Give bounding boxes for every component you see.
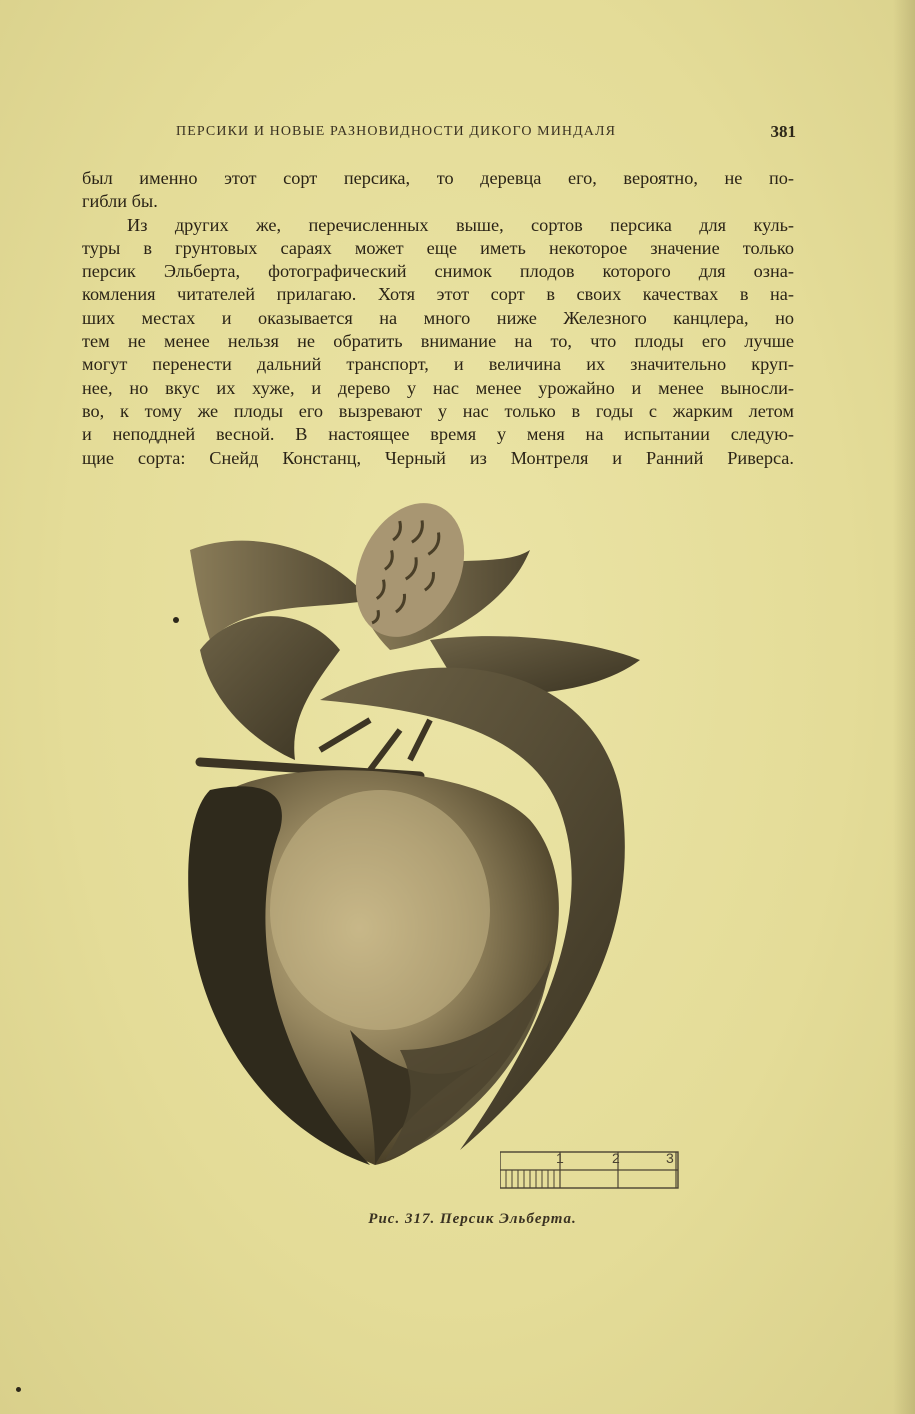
text-line: Из других же, перечисленных выше, сортов персика для куль- [127, 214, 794, 235]
print-speck [16, 1387, 21, 1392]
scale-label-2: 2 [612, 1150, 620, 1166]
text-line: могут перенести дальний транспорт, и величина их значительно круп- [82, 354, 794, 375]
figure-caption: Рис. 317. Персик Эльберта. [368, 1211, 577, 1227]
page-header [176, 124, 796, 146]
scale-label-1: 1 [556, 1150, 564, 1166]
peach-illustration [170, 490, 700, 1180]
leaf-left-curl [200, 616, 340, 760]
text-line: щие сорта: Снейд Констанц, Черный из Монтреля и Ранний Риверса. [82, 447, 794, 468]
peach-photograph [170, 490, 700, 1180]
text-line: комления читателей прилагаю. Хотя этот сорт в своих качествах в на- [82, 284, 794, 305]
body-text [82, 167, 794, 470]
page-number: 381 [770, 122, 796, 141]
scale-ruler-graphic [500, 1150, 680, 1192]
peach-highlight [270, 790, 490, 1030]
running-title: ПЕРСИКИ И НОВЫЕ РАЗНОВИДНОСТИ ДИКОГО МИНДАЛЯ [176, 124, 617, 139]
text-line: ших местах и оказывается на много ниже Железного канцлера, но [82, 307, 794, 328]
text-line: во, к тому же плоды его вызревают у нас только в годы с жарким летом [82, 400, 794, 421]
text-line: тем не менее нельзя не обратить внимание на то, что плоды его лучше [82, 331, 794, 352]
text-line: был именно этот сорт персика, то деревца его, вероятно, не по- [82, 168, 794, 188]
text-line: гибли бы. [82, 191, 158, 212]
text-line: и неподдней весной. В настоящее время у меня на испытании следую- [82, 424, 794, 445]
print-speck [173, 617, 179, 623]
text-line: нее, но вкус их хуже, и дерево у нас менее урожайно и менее выносли- [82, 377, 794, 398]
scale-ruler [500, 1150, 680, 1192]
text-line: персик Эльберта, фотографический снимок плодов которого для озна- [82, 261, 794, 282]
text-line: туры в грунтовых сараях может еще иметь некоторое значение только [82, 237, 794, 258]
scale-label-3: 3 [666, 1150, 674, 1166]
page-edge-shadow [893, 0, 915, 1414]
